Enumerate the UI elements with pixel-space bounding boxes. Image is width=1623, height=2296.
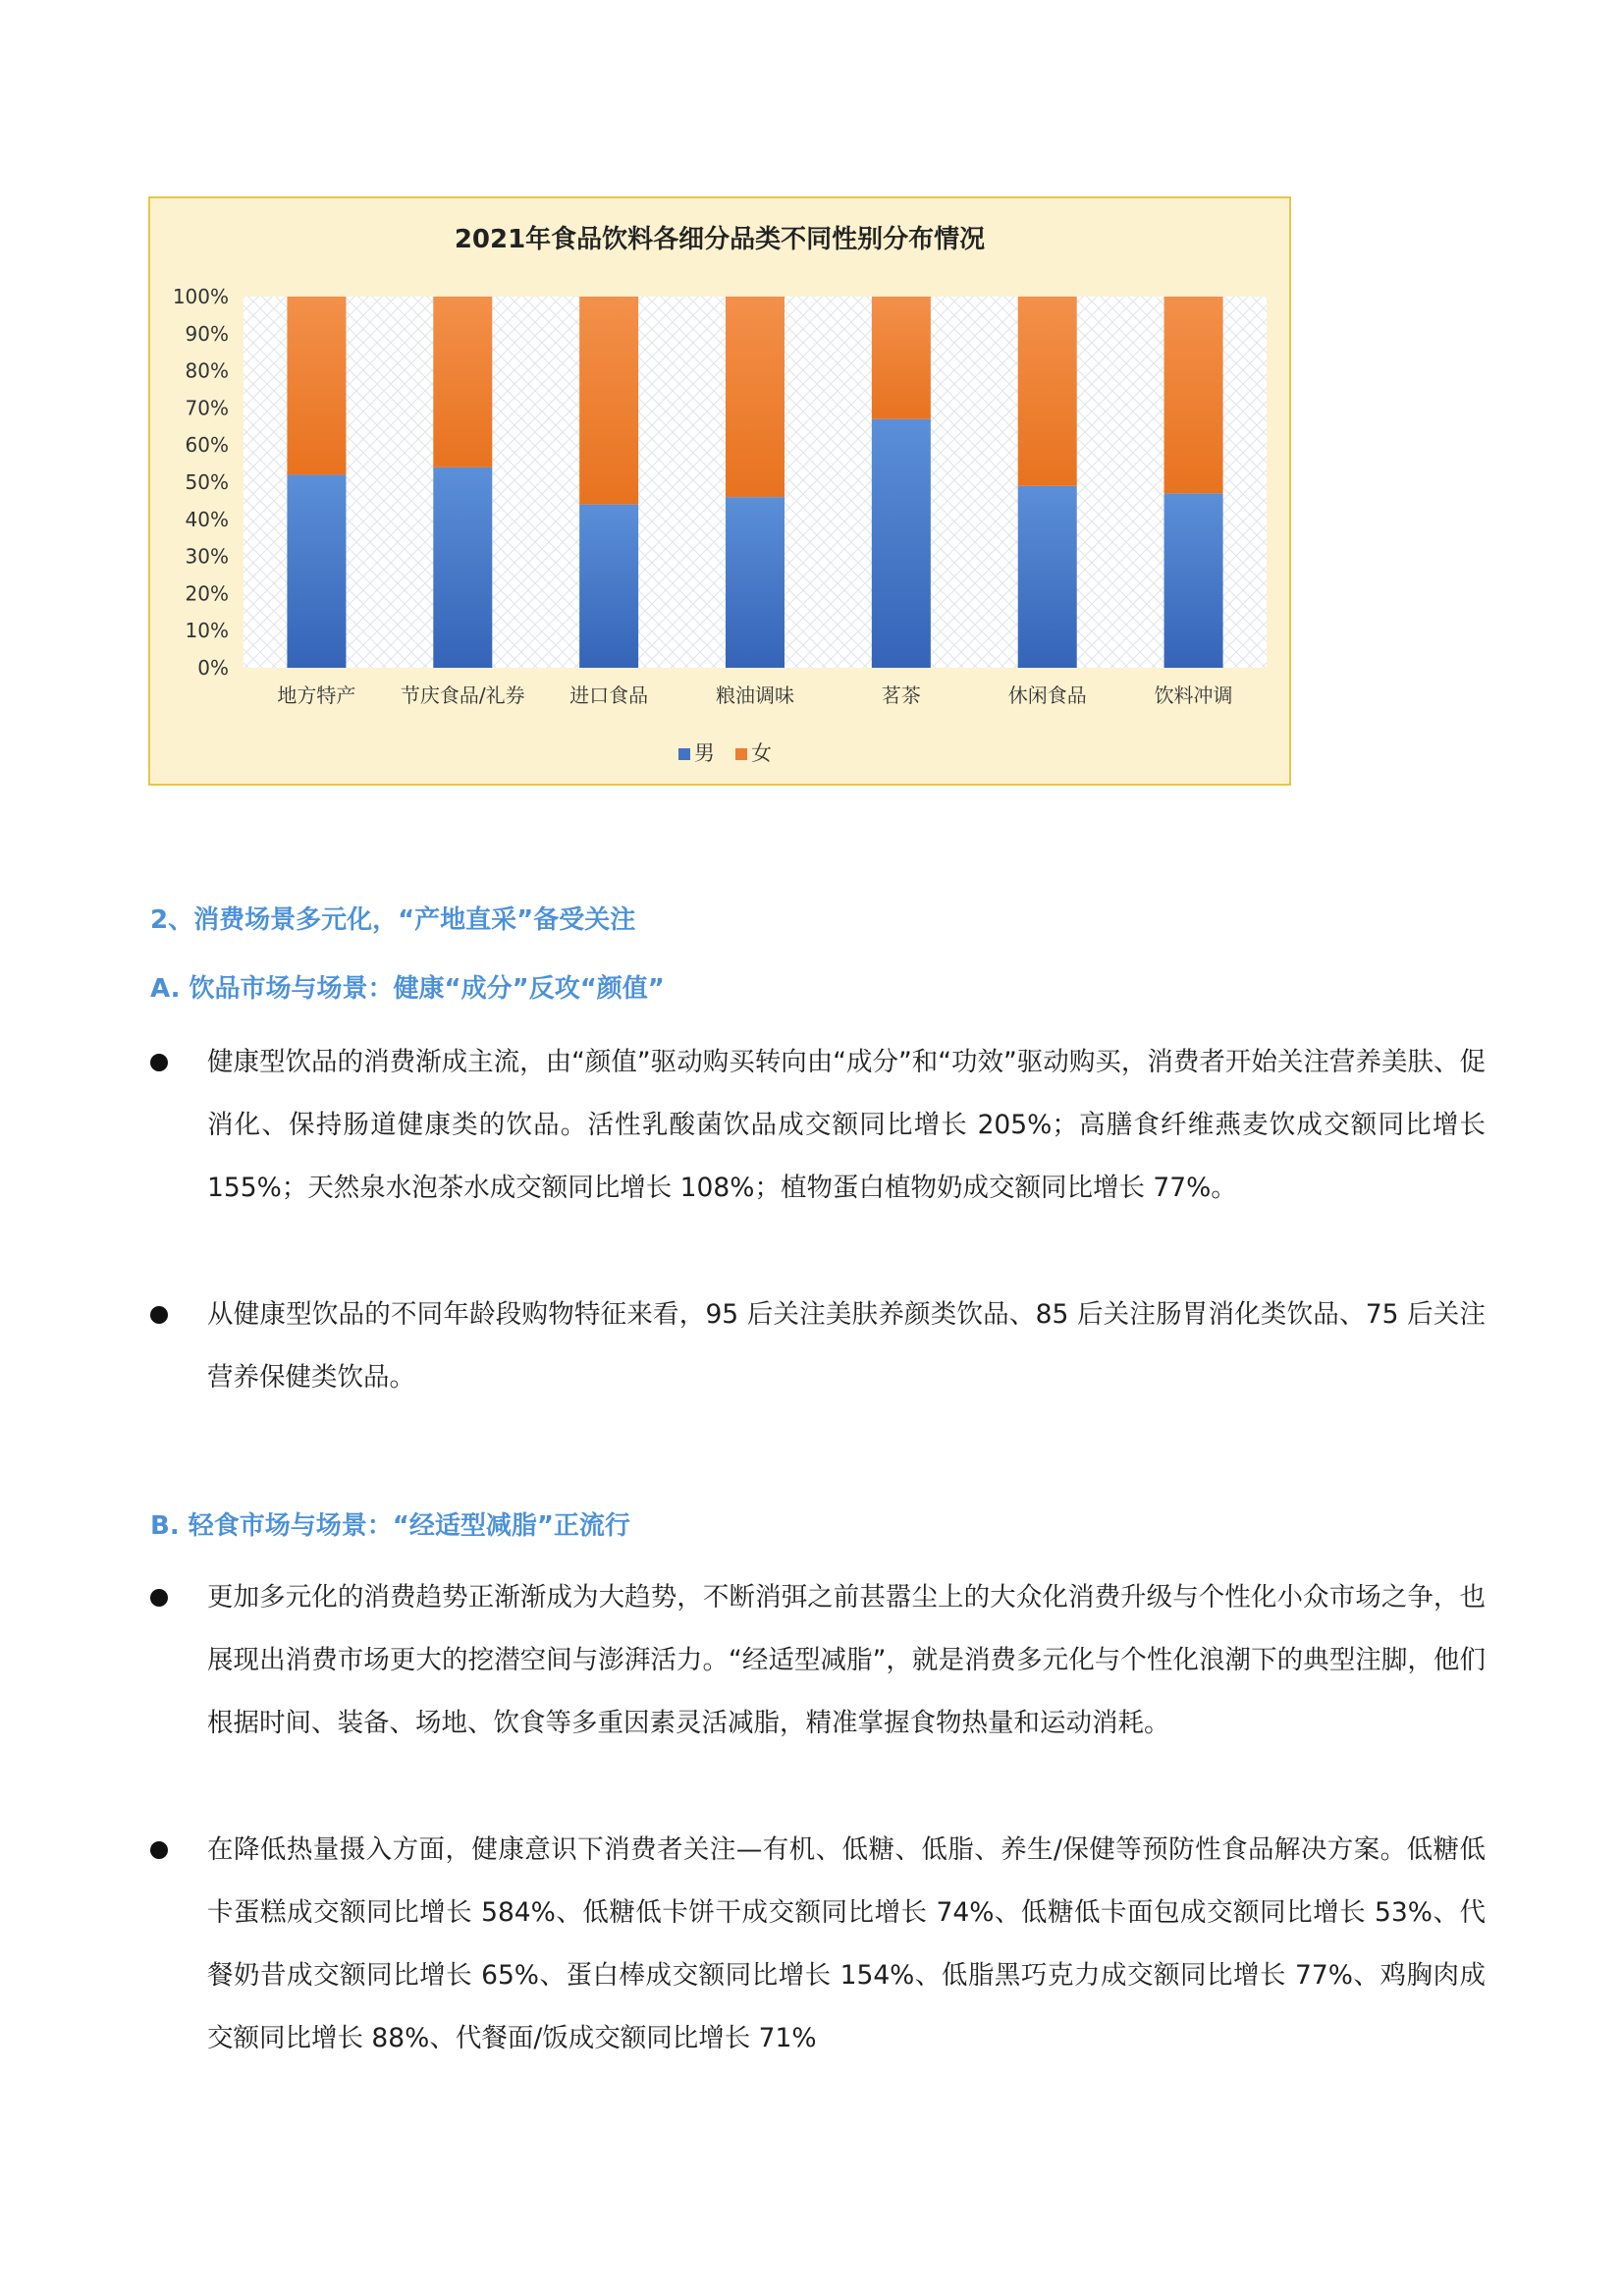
x-tick-label: 饮料冲调 — [1154, 683, 1233, 707]
bar-male — [287, 474, 346, 668]
bar-female — [433, 297, 492, 467]
x-tick-label: 进口食品 — [569, 683, 649, 707]
chart-title: 2021年食品饮料各细分品类不同性别分布情况 — [454, 225, 986, 254]
y-tick-label: 70% — [185, 396, 229, 420]
list-item — [150, 1031, 1486, 1220]
bullet-dot-icon — [150, 1306, 168, 1324]
bar-male — [726, 497, 784, 668]
bullet-text: 在降低热量摄入方面，健康意识下消费者关注—有机、低糖、低脂、养生/保健等预防性食品解决方案。低糖低卡蛋糕成交额同比增长 584%、低糖低卡饼干成交额同比增长 74%、低糖低卡面包成交额同比增长 53%、代餐奶昔成交额同比增长 65%、蛋白棒成交额同比增长 154%、低脂黑巧克力成交额同比增长 77%、鸡胸肉成交额同比增长 88%、代餐面/饭成交额同比增长 71% — [207, 1834, 1486, 2053]
y-tick-label: 90% — [185, 321, 229, 346]
bar-female — [287, 297, 346, 474]
chart-panel — [148, 196, 1291, 786]
x-tick-label: 节庆食品/礼券 — [400, 683, 525, 707]
x-tick-label: 地方特产 — [277, 683, 356, 707]
bar-male — [1018, 486, 1077, 668]
bar-female — [872, 297, 931, 419]
x-tick-label: 休闲食品 — [1007, 683, 1087, 707]
x-tick-label: 粮油调味 — [716, 683, 794, 707]
section-heading-a: A. 饮品市场与场景：健康“成分”反攻“颜值” — [150, 974, 665, 1004]
y-tick-label: 80% — [185, 358, 229, 383]
y-tick-label: 10% — [185, 619, 229, 643]
x-tick-label: 茗茶 — [881, 683, 921, 707]
y-tick-label: 20% — [185, 581, 229, 606]
bar-male — [1164, 493, 1223, 668]
y-tick-label: 40% — [185, 507, 229, 531]
list-item — [150, 1819, 1486, 2070]
bar-female — [1164, 297, 1223, 493]
bullet-dot-icon — [150, 1054, 168, 1071]
stacked-bar-chart — [150, 198, 1289, 784]
legend-swatch — [678, 748, 690, 760]
bullet-text: 健康型饮品的消费渐成主流，由“颜值”驱动购买转向由“成分”和“功效”驱动购买，消费者开始关注营养美肤、促消化、保持肠道健康类的饮品。活性乳酸菌饮品成交额同比增长 205%；高膳食纤维燕麦饮成交额同比增长 155%；天然泉水泡茶水成交额同比增长 108%；植物蛋白植物奶成交额同比增长 77%。 — [207, 1047, 1486, 1203]
bar-female — [726, 297, 784, 497]
bullet-dot-icon — [150, 1841, 168, 1859]
y-tick-label: 0% — [197, 656, 229, 680]
bar-male — [872, 419, 931, 668]
y-tick-label: 60% — [185, 433, 229, 458]
section-heading-2: 2、消费场景多元化，“产地直采”备受关注 — [150, 905, 636, 935]
bar-male — [433, 467, 492, 668]
list-item — [150, 1284, 1486, 1409]
bullet-text: 更加多元化的消费趋势正渐渐成为大趋势，不断消弭之前甚嚣尘上的大众化消费升级与个性化小众市场之争，也展现出消费市场更大的挖潜空间与澎湃活力。“经适型减脂”，就是消费多元化与个性化浪潮下的典型注脚，他们根据时间、装备、场地、饮食等多重因素灵活减脂，精准掌握食物热量和运动消耗。 — [207, 1582, 1486, 1738]
bar-female — [1018, 297, 1077, 486]
y-tick-label: 50% — [185, 470, 229, 494]
y-tick-label: 100% — [172, 285, 229, 308]
bar-male — [579, 505, 638, 668]
bullet-text: 从健康型饮品的不同年龄段购物特征来看，95 后关注美肤养颜类饮品、85 后关注肠胃消化类饮品、75 后关注营养保健类饮品。 — [207, 1299, 1486, 1393]
bullet-dot-icon — [150, 1589, 168, 1607]
legend-label: 女 — [751, 741, 772, 765]
legend-label: 男 — [694, 741, 715, 765]
y-tick-label: 30% — [185, 544, 229, 569]
legend-swatch — [735, 748, 747, 760]
list-item — [150, 1566, 1486, 1755]
bar-female — [579, 297, 638, 505]
section-heading-b: B. 轻食市场与场景：“经适型减脂”正流行 — [150, 1511, 630, 1541]
